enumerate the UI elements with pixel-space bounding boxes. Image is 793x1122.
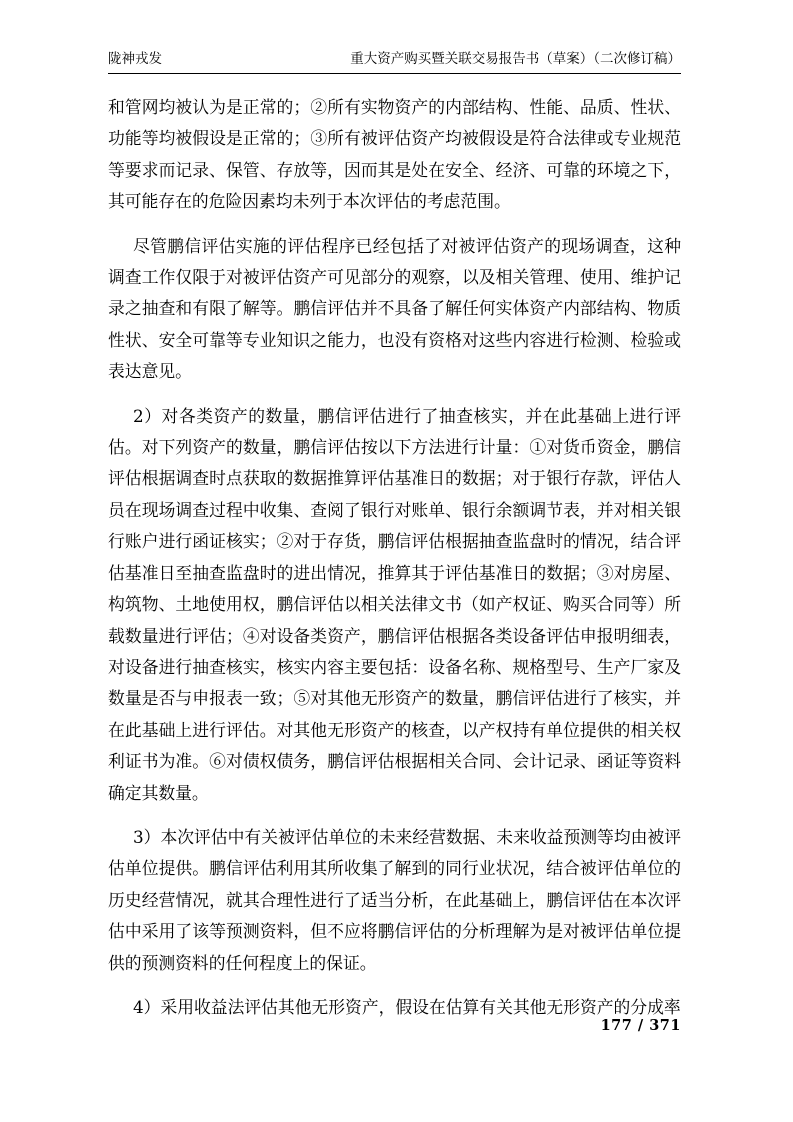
paragraph-item-3-forecast-data: 3）本次评估中有关被评估单位的未来经营数据、未来收益预测等均由被评估单位提供。鹏信评估利用其所收集了解到的同行业状况，结合被评估单位的历史经营情况，就其合理性进行了适当分析，在此基础上，鹏信评估在本次评估中采用了该等预测资料，但不应将鹏信评估的分析理解为是对被评估单位提供的预测资料的任何程度上的保证。 — [108, 826, 681, 973]
page-number: 177 / 371 — [600, 1017, 681, 1034]
paragraph-item-4-income-method: 4）采用收益法评估其他无形资产，假设在估算有关其他无形资产的分成率 — [133, 996, 681, 1017]
paragraph-site-survey-limitations: 尽管鹏信评估实施的评估程序已经包括了对被评估资产的现场调查，这种调查工作仅限于对被评估资产可见部分的观察，以及相关管理、使用、维护记录之抽查和有限了解等。鹏信评估并不具备了解任何实体资产内部结构、物质性状、安全可靠等专业知识之能力，也没有资格对这些内容进行检测、检验或表达意见。 — [108, 235, 681, 382]
paragraph-assumptions-continuation: 和管网均被认为是正常的；②所有实物资产的内部结构、性能、品质、性状、功能等均被假设是正常的；③所有被评估资产均被假设是符合法律或专业规范等要求而记录、保管、存放等，因而其是处在安全、经济、可靠的环境之下，其可能存在的危险因素均未列于本次评估的考虑范围。 — [108, 97, 681, 212]
page-header — [108, 50, 681, 74]
header-report-title: 重大资产购买暨关联交易报告书（草案）（二次修订稿） — [350, 51, 681, 67]
page-footer — [601, 1017, 681, 1034]
header-company-name: 陇神戎发 — [108, 51, 162, 67]
paragraph-item-2-asset-quantity-verification: 2）对各类资产的数量，鹏信评估进行了抽查核实，并在此基础上进行评估。对下列资产的数量，鹏信评估按以下方法进行计量：①对货币资金，鹏信评估根据调查时点获取的数据推算评估基准日的数据；对于银行存款，评估人员在现场调查过程中收集、查阅了银行对账单、银行余额调节表，并对相关银行账户进行函证核实；②对于存货，鹏信评估根据抽查监盘时的情况，结合评估基准日至抽查监盘时的进出情况，推算其于评估基准日的数据；③对房屋、构筑物、土地使用权，鹏信评估以相关法律文书（如产权证、购买合同等）所载数量进行评估；④对设备类资产，鹏信评估根据各类设备评估申报明细表，对设备进行抽查核实，核实内容主要包括：设备名称、规格型号、生产厂家及数量是否与申报表一致；⑤对其他无形资产的数量，鹏信评估进行了核实，并在此基础上进行评估。对其他无形资产的核查，以产权持有单位提供的相关权利证书为准。⑥对债权债务，鹏信评估根据相关合同、会计记录、函证等资料确定其数量。 — [108, 405, 681, 803]
document-body — [108, 92, 681, 1036]
